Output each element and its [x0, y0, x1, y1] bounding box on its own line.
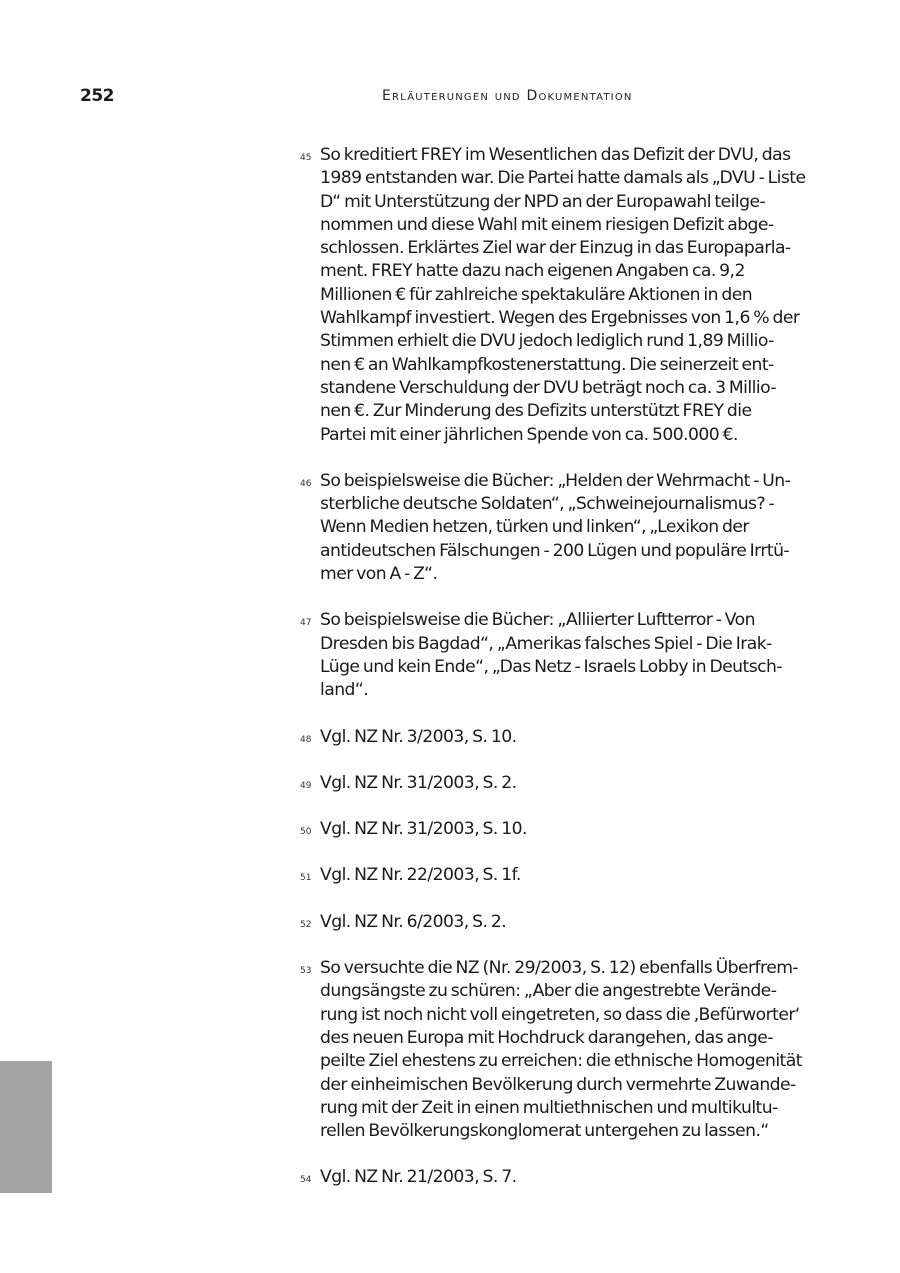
- footnote-number: 50: [300, 827, 312, 838]
- footnote-text-line: Vgl. NZ Nr. 3/2003, S. 10.: [320, 726, 517, 747]
- footnote-number: 45: [300, 153, 312, 163]
- footnote-text-line: So beispielsweise die Bücher: „Helden der Wehrmacht - Un-: [320, 470, 791, 491]
- footnote-text-line: dungsängste zu schüren: „Aber die angestrebte Verände-: [320, 981, 777, 1002]
- footnote-text-line: sterbliche deutsche Soldaten“, „Schweinejournalismus? -: [320, 494, 775, 515]
- footnote-text-line: Stimmen erhielt die DVU jedoch lediglich rund 1,89 Millio-: [320, 331, 774, 352]
- footnote-54: [300, 1166, 820, 1189]
- footnote-text-line: Vgl. NZ Nr. 22/2003, S. 1f.: [320, 865, 521, 886]
- footnote-46: [300, 470, 820, 586]
- footnote-text-line: So versuchte die NZ (Nr. 29/2003, S. 12) ebenfalls Überfrem-: [320, 958, 799, 979]
- footnote-text-line: 1989 entstanden war. Die Partei hatte damals als „DVU - Liste: [320, 168, 806, 189]
- footnote-text-line: nen € an Wahlkampfkostenerstattung. Die seinerzeit ent-: [320, 354, 774, 375]
- footnote-text-line: Vgl. NZ Nr. 21/2003, S. 7.: [320, 1167, 517, 1188]
- footnote-text-line: So kreditiert FREY im Wesentlichen das Defizit der DVU, das: [320, 145, 791, 165]
- footnote-52: [300, 911, 820, 934]
- footnote-text-line: Vgl. NZ Nr. 6/2003, S. 2.: [320, 911, 507, 932]
- footnote-text-line: Lüge und kein Ende“, „Das Netz - Israels Lobby in Deutsch-: [320, 656, 782, 677]
- footnote-number: 49: [300, 780, 312, 791]
- footnote-text-line: nen €. Zur Minderung des Defizits unterstützt FREY die: [320, 401, 752, 422]
- footnotes-list: [300, 144, 820, 1213]
- footnote-text-line: ment. FREY hatte dazu nach eigenen Angaben ca. 9,2: [320, 261, 745, 282]
- chapter-thumb-tab: [0, 1061, 52, 1193]
- footnote-45: [300, 144, 820, 447]
- footnote-48: [300, 726, 820, 749]
- footnote-text-line: Vgl. NZ Nr. 31/2003, S. 10.: [320, 819, 527, 840]
- footnote-text-line: rellen Bevölkerungskonglomerat untergehen zu lassen.“: [320, 1121, 769, 1142]
- footnote-text-line: Dresden bis Bagdad“, „Amerikas falsches Spiel - Die Irak-: [320, 633, 772, 654]
- footnote-text-line: standene Verschuldung der DVU beträgt noch ca. 3 Millio-: [320, 377, 777, 398]
- footnote-number: 52: [300, 919, 312, 930]
- footnote-number: 46: [300, 478, 312, 489]
- footnote-text-line: rung mit der Zeit in einen multiethnischen und multikultu-: [320, 1097, 778, 1118]
- footnote-text-line: So beispielsweise die Bücher: „Alliierter Luftterror - Von: [320, 610, 755, 631]
- footnote-text-line: antideutschen Fälschungen - 200 Lügen und populäre Irrtü-: [320, 540, 790, 561]
- footnote-number: 53: [300, 966, 312, 977]
- page-number: 252: [80, 86, 114, 106]
- footnote-text-line: rung ist noch nicht voll eingetreten, so dass die ‚Befürworter‘: [320, 1004, 800, 1025]
- footnote-number: 54: [300, 1175, 312, 1186]
- footnote-text-line: D“ mit Unterstützung der NPD an der Europawahl teilge-: [320, 191, 766, 212]
- footnote-text-line: Millionen € für zahlreiche spektakuläre Aktionen in den: [320, 284, 753, 305]
- footnote-text-line: land“.: [320, 680, 369, 701]
- footnote-text-line: des neuen Europa mit Hochdruck darangehen, das ange-: [320, 1027, 773, 1048]
- footnote-text-line: der einheimischen Bevölkerung durch vermehrte Zuwande-: [320, 1074, 796, 1095]
- footnote-53: [300, 957, 820, 1143]
- footnote-text-line: peilte Ziel ehestens zu erreichen: die ethnische Homogenität: [320, 1051, 802, 1072]
- footnote-51: [300, 864, 820, 887]
- running-head: Erläuterungen und Dokumentation: [382, 88, 633, 104]
- footnote-number: 47: [300, 618, 312, 629]
- footnote-text-line: mer von A - Z“.: [320, 564, 438, 585]
- footnote-text-line: Wenn Medien hetzen, türken und linken“, „Lexikon der: [320, 517, 749, 538]
- footnote-text-line: Vgl. NZ Nr. 31/2003, S. 2.: [320, 772, 517, 793]
- footnote-text-line: nommen und diese Wahl mit einem riesigen Defizit abge-: [320, 214, 774, 235]
- footnote-text-line: schlossen. Erklärtes Ziel war der Einzug in das Europaparla-: [320, 238, 791, 259]
- footnote-50: [300, 818, 820, 841]
- footnote-number: 48: [300, 734, 312, 745]
- footnote-49: [300, 772, 820, 795]
- footnote-47: [300, 609, 820, 702]
- footnote-text-line: Partei mit einer jährlichen Spende von ca. 500.000 €.: [320, 424, 738, 445]
- footnote-text-line: Wahlkampf investiert. Wegen des Ergebnisses von 1,6 % der: [320, 308, 800, 329]
- footnote-number: 51: [300, 873, 312, 884]
